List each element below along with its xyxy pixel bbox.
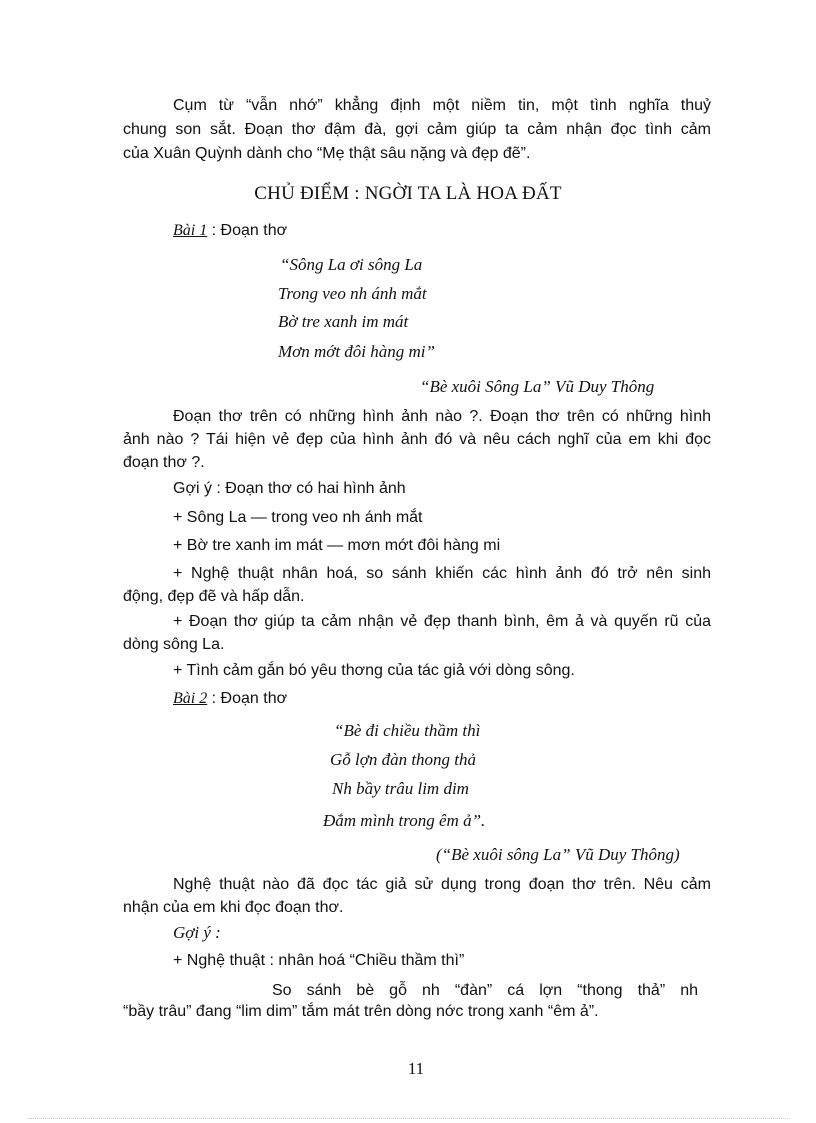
bai2-label-suffix: : Đoạn thơ bbox=[207, 690, 288, 707]
bai1-hint-2: + Bờ tre xanh im mát — mơn mớt đôi hàng mi bbox=[173, 537, 501, 554]
bai1-hint-3-line-2: động, đẹp đẽ và hấp dẫn. bbox=[123, 588, 305, 605]
bai2-poem-line-3: Nh bầy trâu lim dim bbox=[332, 779, 469, 798]
bai1-hint-5: + Tình cảm gắn bó yêu thơng của tác giả với dòng sông. bbox=[173, 662, 575, 679]
bai1-hint-1: + Sông La — trong veo nh ánh mắt bbox=[173, 509, 423, 526]
bai1-heading bbox=[173, 220, 287, 242]
intro-line-2: chung son sắt. Đoạn thơ đậm đà, gợi cảm giúp ta cảm nhận đọc tình cảm bbox=[123, 121, 711, 138]
bai2-question-line-2: nhận của em khi đọc đoạn thơ. bbox=[123, 899, 344, 916]
bai1-hint-3-line-1: + Nghệ thuật nhân hoá, so sánh khiến các hình ảnh đó trở nên sinh bbox=[173, 565, 711, 582]
bai1-poem-line-2: Trong veo nh ánh mắt bbox=[278, 284, 427, 303]
bai1-hint-4-line-1: + Đoạn thơ giúp ta cảm nhận vẻ đẹp thanh bình, êm ả và quyến rũ của bbox=[173, 613, 711, 630]
section-title: CHỦ ĐIỂM : NGỜI TA LÀ HOA ĐẤT bbox=[254, 183, 562, 204]
bai1-hint-4-line-2: dòng sông La. bbox=[123, 636, 225, 653]
bai2-heading bbox=[173, 688, 287, 710]
bai2-hint-label: Gợi ý : bbox=[173, 923, 221, 942]
bai2-poem-line-1: “Bè đi chiều thầm thì bbox=[334, 721, 481, 740]
bai1-poem-line-1: “Sông La ơi sông La bbox=[280, 255, 423, 274]
intro-line-3: của Xuân Quỳnh dành cho “Mẹ thật sâu nặng và đẹp đẽ”. bbox=[123, 145, 531, 162]
intro-line-1: Cụm từ “vẫn nhớ” khẳng định một niềm tin, một tình nghĩa thuỷ bbox=[173, 97, 711, 114]
bottom-dotted-rule bbox=[28, 1118, 788, 1119]
bai2-poem-line-2: Gỗ lợn đàn thong thả bbox=[330, 750, 477, 769]
bai2-hint-1: + Nghệ thuật : nhân hoá “Chiều thầm thì” bbox=[173, 952, 465, 969]
bai1-question-line-2: ảnh nào ? Tái hiện vẻ đẹp của hình ảnh đó và nêu cách nghĩ của em khi đọc bbox=[123, 431, 711, 448]
bai2-source: (“Bè xuôi sông La” Vũ Duy Thông) bbox=[436, 845, 680, 864]
bai1-poem-line-3: Bờ tre xanh im mát bbox=[278, 312, 409, 331]
bai2-label: Bài 2 bbox=[173, 690, 208, 707]
bai1-source: “Bè xuôi Sông La” Vũ Duy Thông bbox=[420, 377, 655, 396]
bai1-label: Bài 1 bbox=[173, 222, 208, 239]
bai2-hint-2-line-1: So sánh bè gỗ nh “đàn” cá lợn “thong thả” nh bbox=[272, 982, 698, 999]
page-number: 11 bbox=[407, 1059, 425, 1078]
bai2-hint-2-line-2: “bầy trâu” đang “lim dim” tắm mát trên dòng nớc trong xanh “êm ả”. bbox=[123, 1003, 599, 1020]
bai1-poem-line-4: Mơn mớt đôi hàng mi” bbox=[278, 342, 435, 361]
bai1-question-line-3: đoạn thơ ?. bbox=[123, 454, 205, 471]
bai2-poem-line-4: Đắm mình trong êm ả”. bbox=[323, 811, 486, 830]
bai1-question-line-1: Đoạn thơ trên có những hình ảnh nào ?. Đoạn thơ trên có những hình bbox=[173, 408, 711, 425]
bai1-hint-intro: Gợi ý : Đoạn thơ có hai hình ảnh bbox=[173, 480, 406, 497]
bai2-question-line-1: Nghệ thuật nào đã đọc tác giả sử dụng trong đoạn thơ trên. Nêu cảm bbox=[173, 876, 711, 893]
bai1-label-suffix: : Đoạn thơ bbox=[207, 222, 288, 239]
